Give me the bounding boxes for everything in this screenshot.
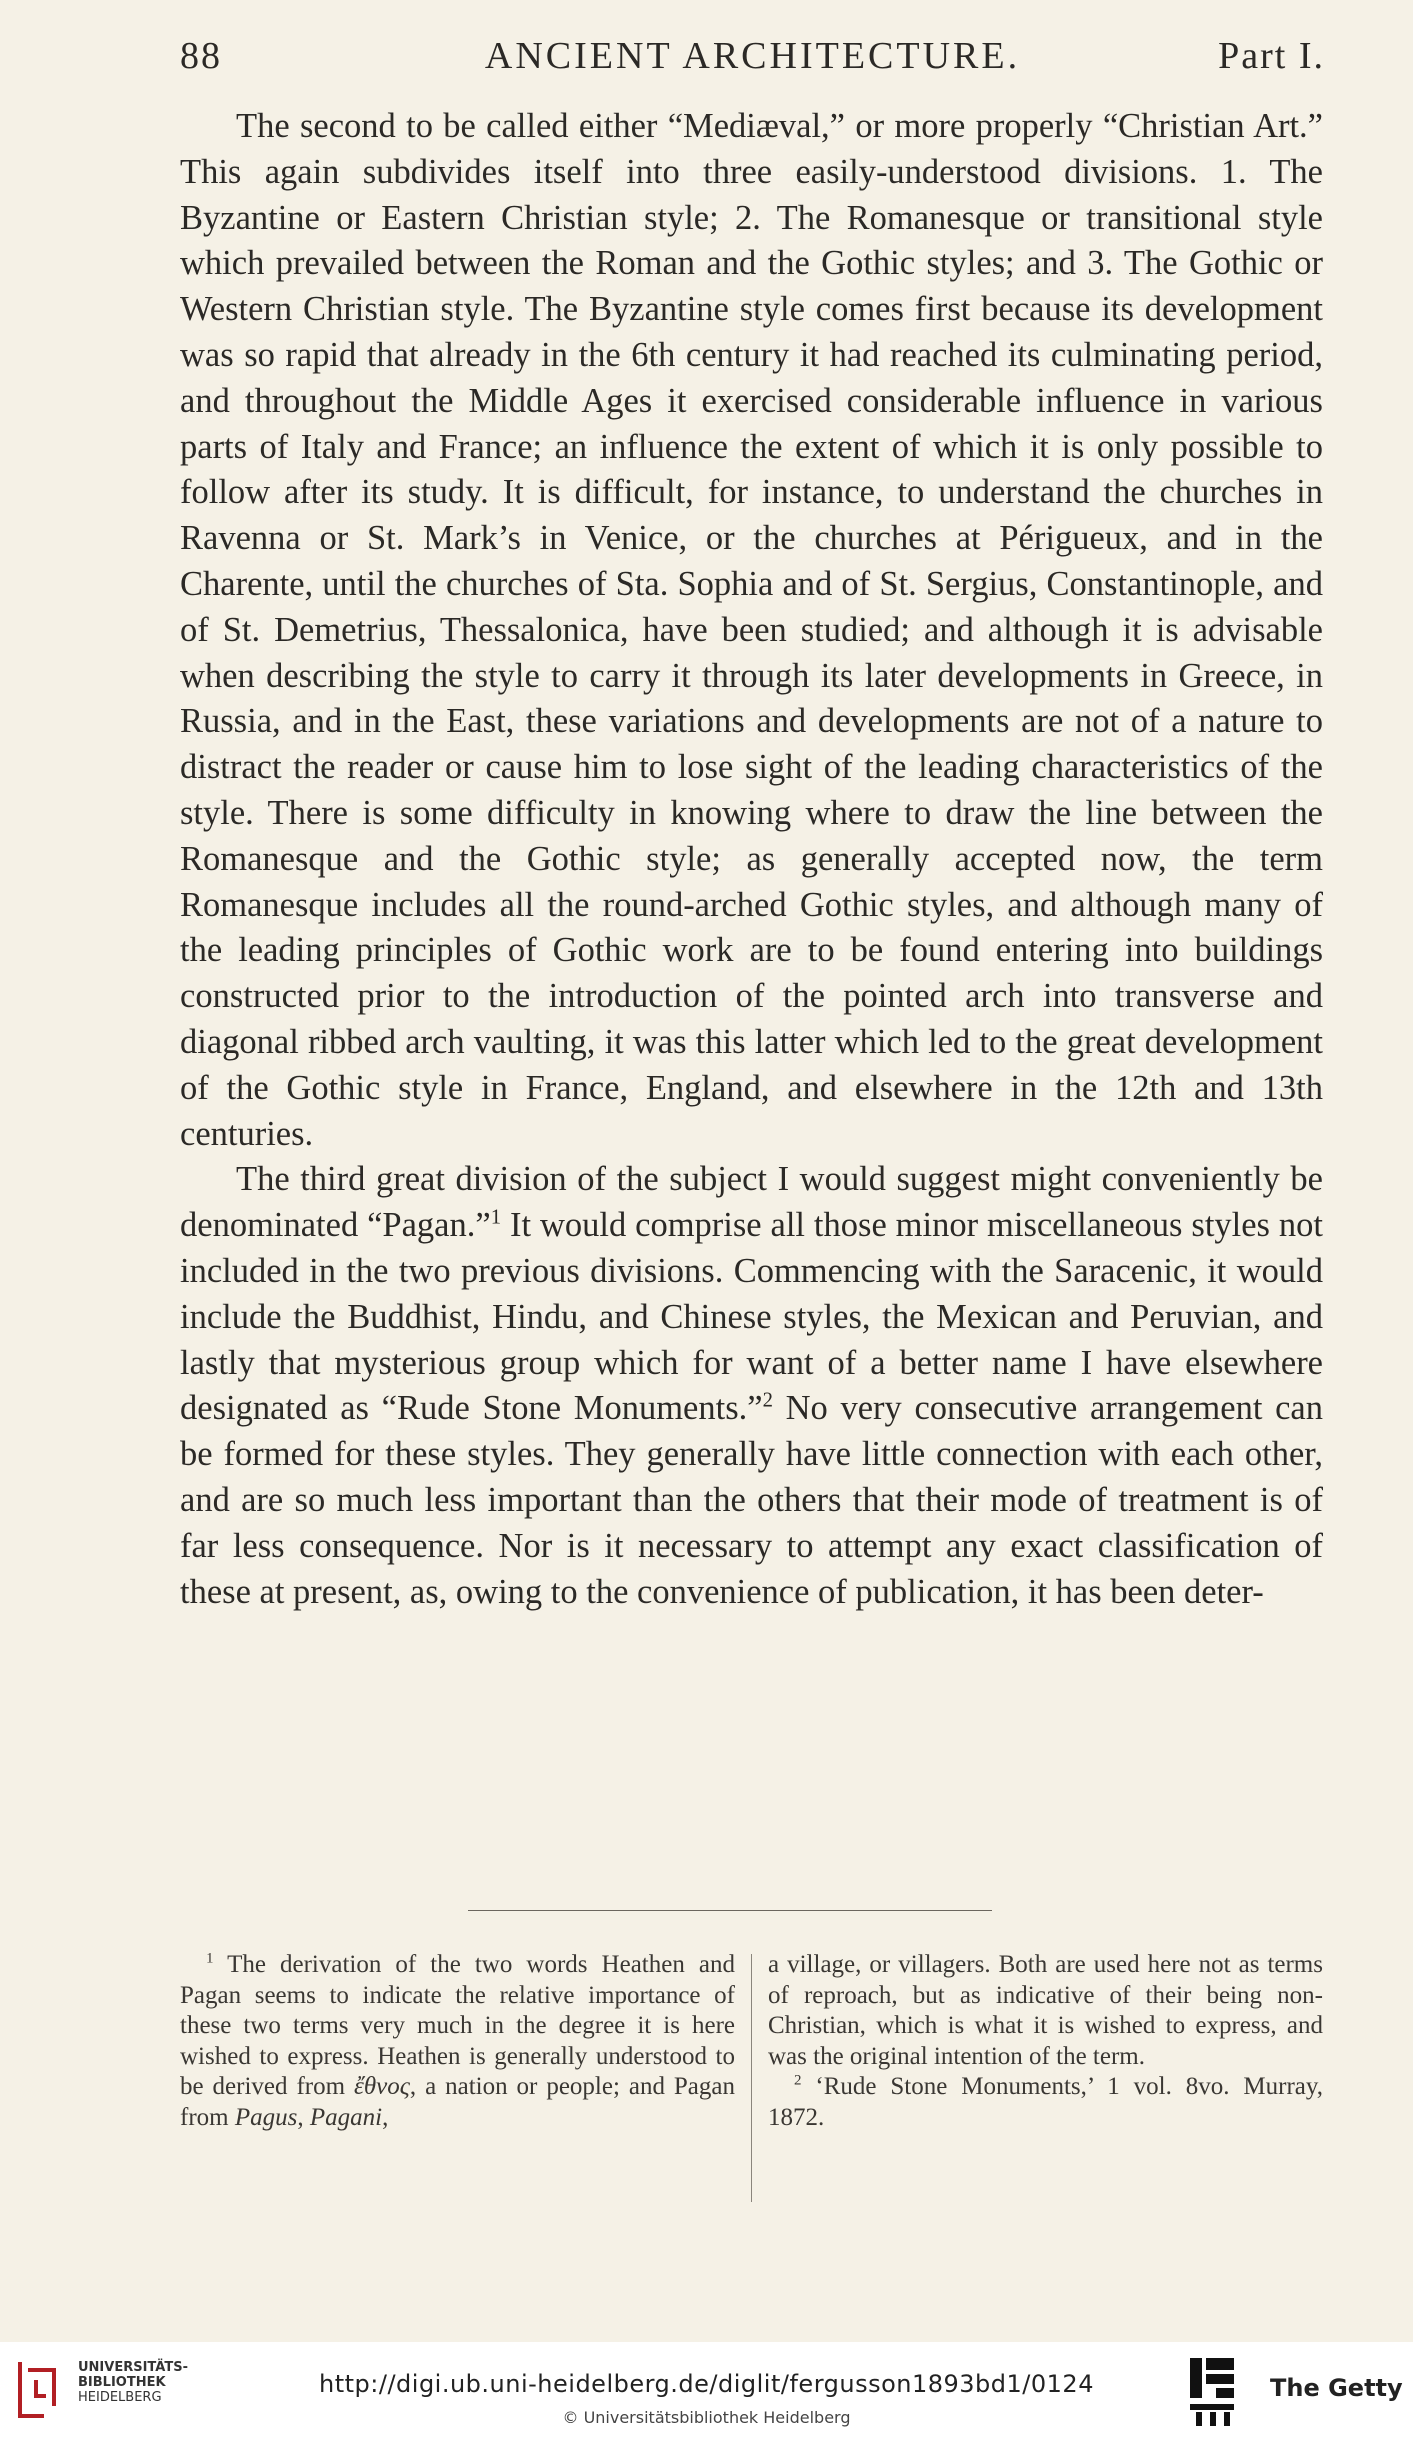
getty-name: The Getty	[1270, 2374, 1403, 2402]
running-head	[180, 34, 1325, 84]
footnote-1-continued: a village, or villagers. Both are used here not as terms of reproach, but as indicative of their being non-Christian, which is what it is wished to express, and was the original intention of the term.	[768, 1951, 1323, 2070]
running-title: ANCIENT ARCHITECTURE.	[484, 35, 1021, 77]
library-name-line-3: HEIDELBERG	[78, 2390, 162, 2405]
body-text	[180, 104, 1323, 1615]
permalink-url[interactable]: http://digi.ub.uni-heidelberg.de/diglit/fergusson1893bd1/0124	[319, 2370, 1094, 2398]
footnote-column-divider	[751, 1954, 752, 2202]
part-label: Part I.	[1218, 35, 1325, 77]
paragraph-1: The second to be called either “Mediæval,” or more properly “Christian Art.” This again subdivides itself into three easily-understood divisions. 1. The Byzantine or Eastern Christian style; 2. The Romanesque or transitional style which prevailed between the Roman and the Gothic styles; and 3. The Gothic or Western Christian style. The Byzantine style comes first because its development was so rapid that already in the 6th century it had reached its culminating period, and throughout the Middle Ages it exercised considerable influence in various parts of Italy and France; an influence the extent of which it is only possible to follow after its study. It is difficult, for instance, to understand the churches in Ravenna or St. Mark’s in Venice, or the churches at Périgueux, and in the Charente, until the churches of Sta. Sophia and of St. Sergius, Constantinople, and of St. Demetrius, Thessalonica, have been studied; and although it is advisable when describing the style to carry it through its later developments in Greece, in Russia, and in the East, these variations and developments are not of a nature to distract the reader or cause him to lose sight of the leading characteristics of the style. There is some difficulty in knowing where to draw the line between the Romanesque and the Gothic style; as generally accepted now, the term Romanesque includes all the round-arched Gothic styles, and although many of the leading principles of Gothic work are to be found entering into buildings constructed prior to the introduction of the pointed arch into transverse and diagonal ribbed arch vaulting, it was this latter which led to the great development of the Gothic style in France, England, and elsewhere in the 12th and 13th centuries.	[180, 107, 1323, 1153]
library-name-line-2: BIBLIOTHEK	[78, 2375, 166, 2390]
footnote-column-right	[768, 1950, 1323, 2133]
footnote-1: $^1$ The derivation of the two words Heathen and Pagan seems to indicate the relative importance of these two terms very much in the degree it is here wished to express. Heathen is generally understood to be derived from ἔθνος, a nation or people; and Pagan from Pagus, Pagani,	[180, 1950, 735, 2131]
getty-logo-icon	[1186, 2354, 1238, 2428]
digitization-footer	[0, 2342, 1413, 2442]
copyright-notice: © Universitätsbibliothek Heidelberg	[562, 2408, 851, 2427]
footnote-rule	[468, 1910, 992, 1911]
paragraph-2: The third great division of the subject I would suggest might conveniently be denominated “Pagan.”$^1$ It would comprise all those minor miscellaneous styles not included in the two previous divisions. Commencing with the Saracenic, it would include the Buddhist, Hindu, and Chinese styles, the Mexican and Peruvian, and lastly that mysterious group which for want of a better name I have elsewhere designated as “Rude Stone Monuments.”$^2$ No very consecutive arrangement can be formed for these styles. They generally have little connection with each other, and are so much less important than the others that their mode of treatment is of far less consequence. Nor is it necessary to attempt any exact classification of these at present, as, owing to the convenience of publication, it has been deter-	[180, 1160, 1323, 1611]
footnotes	[180, 1950, 1323, 2202]
page-number: 88	[180, 35, 222, 77]
library-name-line-1: UNIVERSITÄTS-	[78, 2360, 188, 2375]
footnote-column-left	[180, 1950, 735, 2133]
footnote-2: $^2$ ‘Rude Stone Monuments,’ 1 vol. 8vo. Murray, 1872.	[768, 2072, 1323, 2131]
